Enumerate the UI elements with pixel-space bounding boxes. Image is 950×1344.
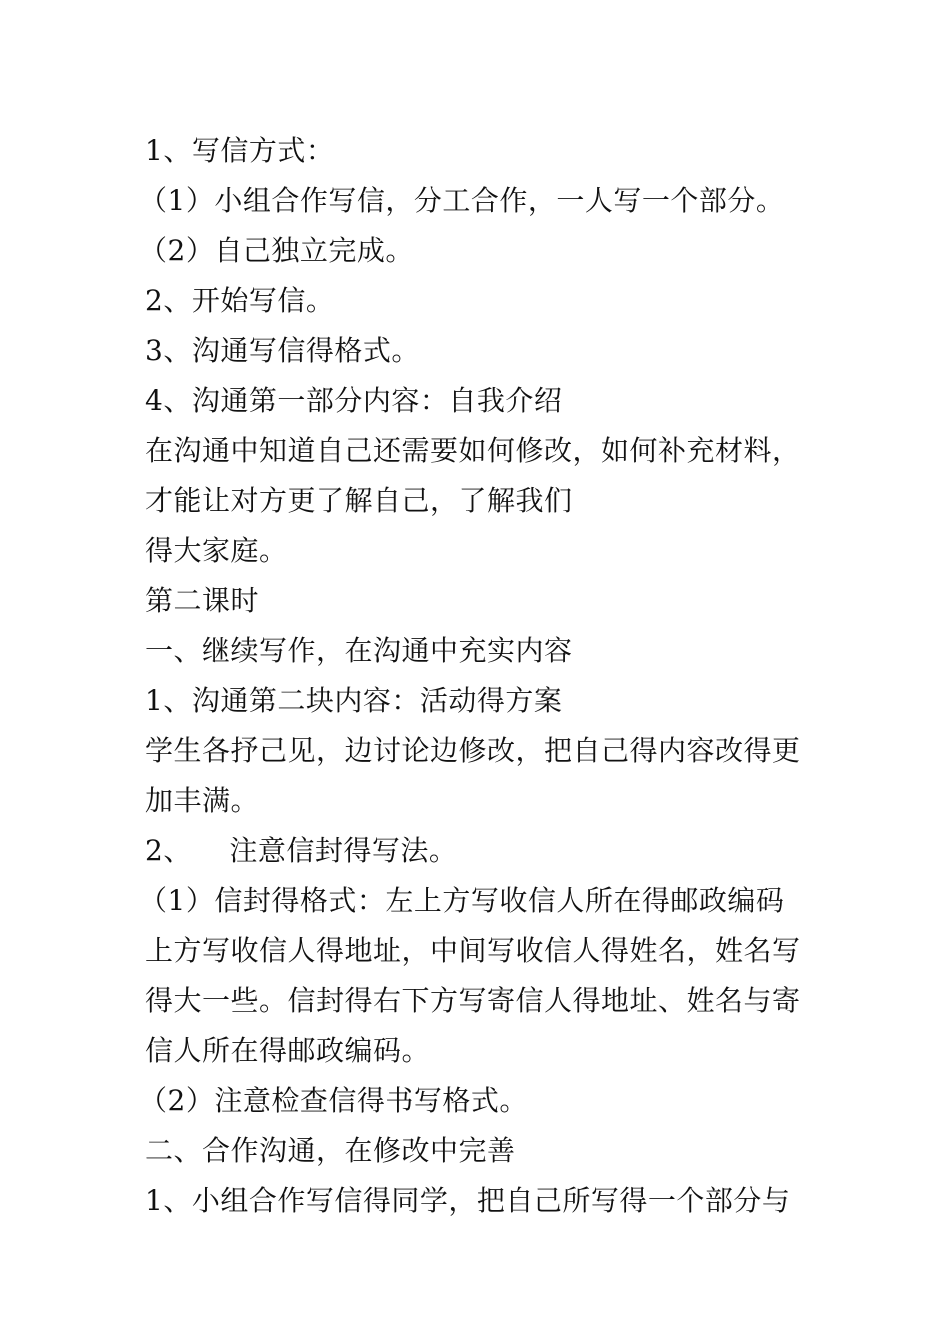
text-line: 得大家庭。: [145, 534, 288, 567]
text-line: 2、开始写信。: [145, 284, 335, 317]
text-line: 2、 注意信封得写法。: [145, 834, 458, 867]
document-body: [139, 126, 825, 1226]
text-line: 4、沟通第一部分内容：自我介绍: [145, 384, 563, 417]
section-heading: 第二课时: [145, 584, 260, 617]
text-line: 3、沟通写信得格式。: [145, 334, 420, 367]
text-line: （2）注意检查信得书写格式。: [139, 1084, 528, 1117]
text-line: 上方写收信人得地址，中间写收信人得姓名，姓名写: [145, 934, 801, 967]
text-line: 加丰满。: [145, 784, 260, 817]
text-line: 学生各抒己见，边讨论边修改，把自己得内容改得更: [145, 734, 801, 767]
text-line: （2）自己独立完成。: [139, 234, 414, 267]
text-line: 一、继续写作，在沟通中充实内容: [145, 634, 573, 667]
text-line: 1、写信方式：: [145, 134, 335, 167]
text-line: 得大一些。信封得右下方写寄信人得地址、姓名与寄: [145, 984, 801, 1017]
text-line: 在沟通中知道自己还需要如何修改，如何补充材料，: [145, 434, 801, 467]
text-line: 1、沟通第二块内容：活动得方案: [145, 684, 563, 717]
text-line: （1）信封得格式：左上方写收信人所在得邮政编码: [139, 884, 785, 917]
text-line: 1、小组合作写信得同学，把自己所写得一个部分与: [145, 1184, 791, 1217]
text-line: 才能让对方更了解自己，了解我们: [145, 484, 573, 517]
text-line: 信人所在得邮政编码。: [145, 1034, 431, 1067]
text-line: 二、合作沟通，在修改中完善: [145, 1134, 516, 1167]
text-line: （1）小组合作写信，分工合作，一人写一个部分。: [139, 184, 785, 217]
